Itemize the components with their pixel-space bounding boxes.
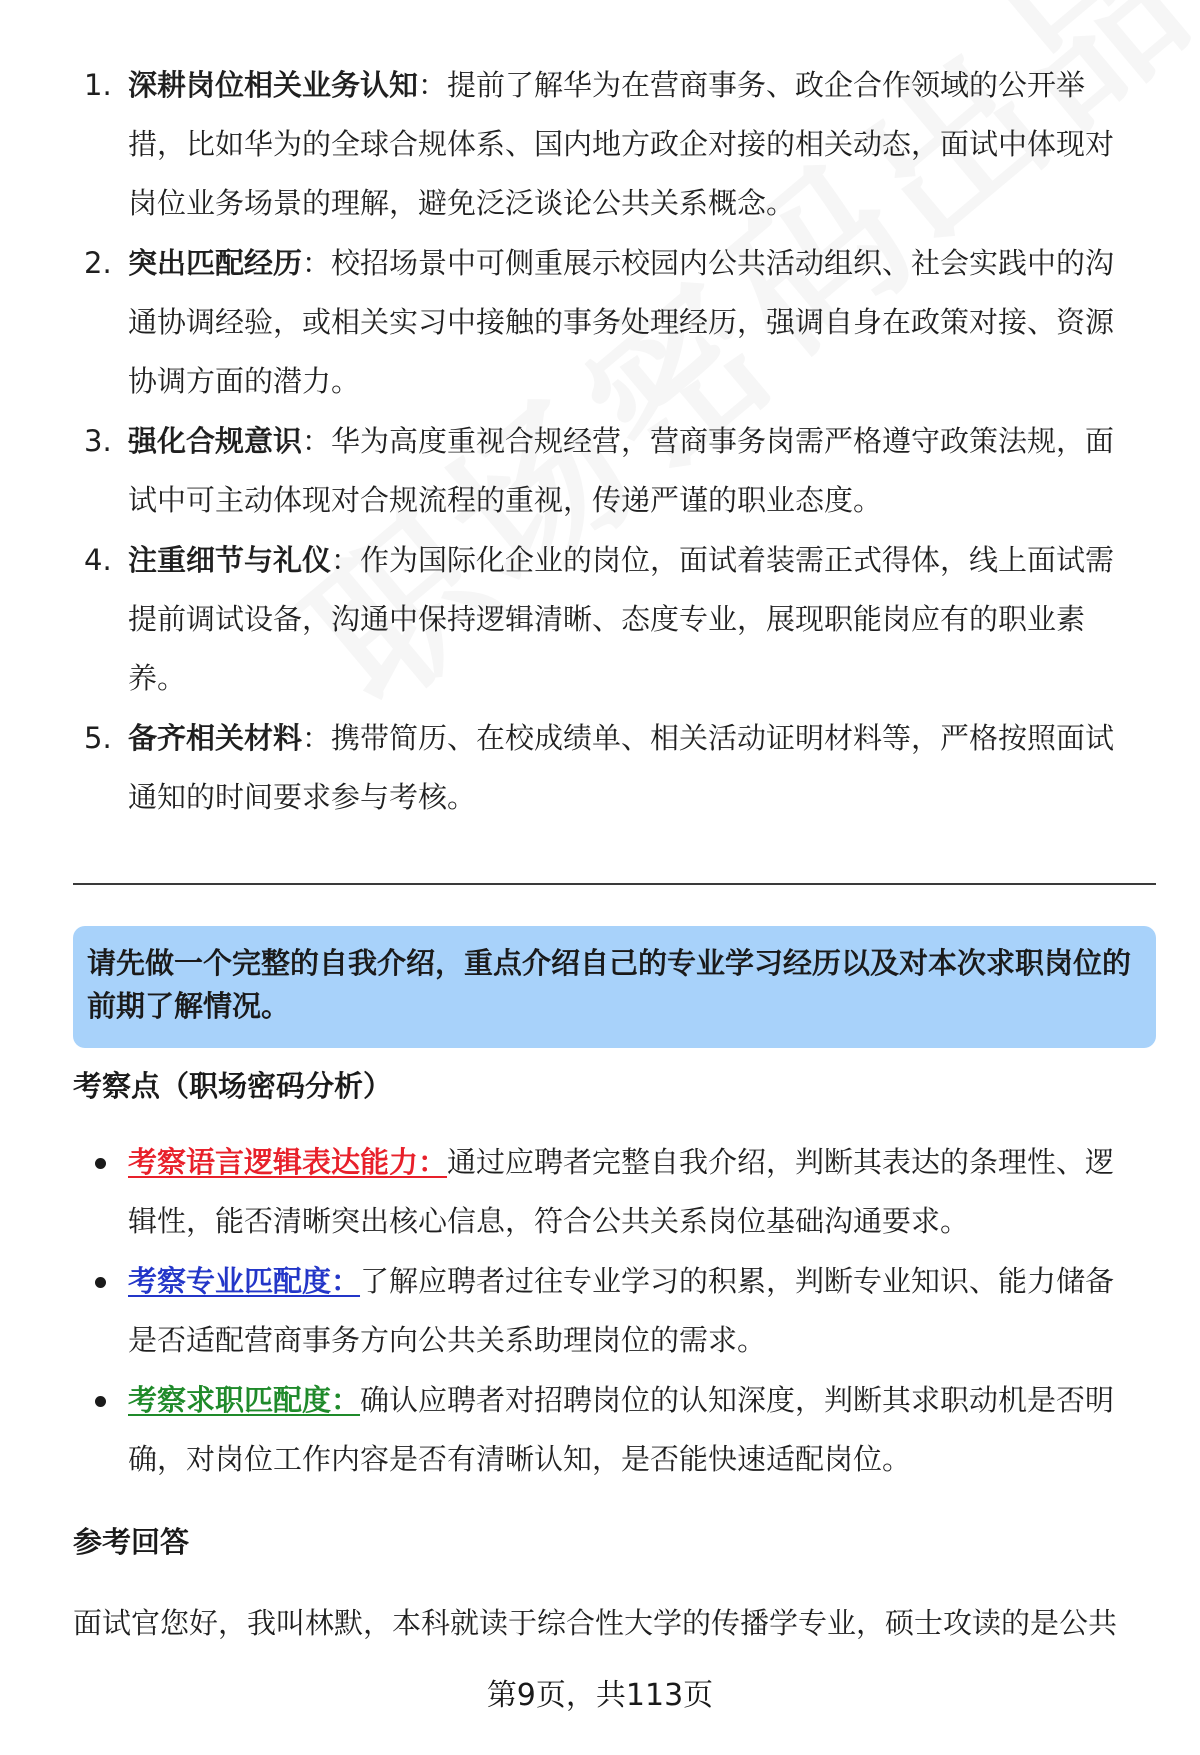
tip-number: 5. [84, 721, 112, 755]
assessment-point [95, 1133, 1140, 1251]
tip-number: 1. [84, 68, 112, 102]
bullet-dot-icon [95, 1158, 106, 1169]
tip-text: 携带简历、在校成绩单、相关活动证明材料等，严格按照面试通知的时间要求参与考核。 [128, 721, 1115, 814]
assessment-point-text: 了解应聘者过往专业学习的积累，判断专业知识、能力储备是否适配营商事务方向公共关系助理岗位的需求。 [128, 1264, 1115, 1357]
tip-term: 注重细节与礼仪 [128, 543, 332, 577]
tip-item [80, 234, 1140, 411]
assessment-point [95, 1252, 1140, 1370]
section-divider [73, 883, 1156, 885]
question-text: 请先做一个完整的自我介绍，重点介绍自己的专业学习经历以及对本次求职岗位的前期了解情况。 [87, 946, 1132, 1023]
tip-separator: ： [331, 543, 361, 577]
tip-separator: ： [418, 68, 448, 102]
tip-text: 华为高度重视合规经营，营商事务岗需严格遵守政策法规，面试中可主动体现对合规流程的重视，传递严谨的职业态度。 [128, 424, 1115, 517]
page-footer: 第9页，共113页 [486, 1678, 714, 1713]
assessment-point-text: 通过应聘者完整自我介绍，判断其表达的条理性、逻辑性，能否清晰突出核心信息，符合公共关系岗位基础沟通要求。 [128, 1145, 1115, 1238]
question-box [73, 926, 1156, 1048]
assessment-point [95, 1371, 1140, 1489]
tip-separator: ： [302, 721, 332, 755]
assessment-point-label: 考察语言逻辑表达能力： [128, 1145, 448, 1179]
answer-heading: 参考回答 [73, 1525, 190, 1559]
tip-number: 4. [84, 543, 112, 577]
tips-list [80, 56, 1140, 828]
bullet-dot-icon [95, 1396, 106, 1407]
tip-term: 突出匹配经历 [128, 246, 303, 280]
tip-separator: ： [302, 424, 332, 458]
tip-text: 提前了解华为在营商事务、政企合作领域的公开举措，比如华为的全球合规体系、国内地方政企对接的相关动态，面试中体现对岗位业务场景的理解，避免泛泛谈论公共关系概念。 [128, 68, 1115, 220]
tip-number: 3. [84, 424, 112, 458]
tip-term: 深耕岗位相关业务认知 [128, 68, 419, 102]
bullet-dot-icon [95, 1277, 106, 1288]
answer-text: 面试官您好，我叫林默，本科就读于综合性大学的传播学专业，硕士攻读的是公共 [73, 1606, 1118, 1640]
tip-item [80, 531, 1140, 708]
tip-item [80, 56, 1140, 233]
tip-text: 校招场景中可侧重展示校园内公共活动组织、社会实践中的沟通协调经验，或相关实习中接触的事务处理经历，强调自身在政策对接、资源协调方面的潜力。 [128, 246, 1115, 398]
assessment-points-list [95, 1133, 1140, 1490]
tip-number: 2. [84, 246, 112, 280]
assessment-point-text: 确认应聘者对招聘岗位的认知深度，判断其求职动机是否明确，对岗位工作内容是否有清晰认知，是否能快速适配岗位。 [128, 1383, 1115, 1476]
tip-item [80, 709, 1140, 827]
points-heading: 考察点（职场密码分析） [73, 1069, 393, 1103]
assessment-point-label: 考察求职匹配度： [128, 1383, 361, 1417]
tip-separator: ： [302, 246, 332, 280]
assessment-point-label: 考察专业匹配度： [128, 1264, 361, 1298]
tip-term: 备齐相关材料 [128, 721, 303, 755]
tip-item [80, 412, 1140, 530]
tip-term: 强化合规意识 [128, 424, 303, 458]
tip-text: 作为国际化企业的岗位，面试着装需正式得体，线上面试需提前调试设备，沟通中保持逻辑清晰、态度专业，展现职能岗应有的职业素养。 [128, 543, 1115, 695]
